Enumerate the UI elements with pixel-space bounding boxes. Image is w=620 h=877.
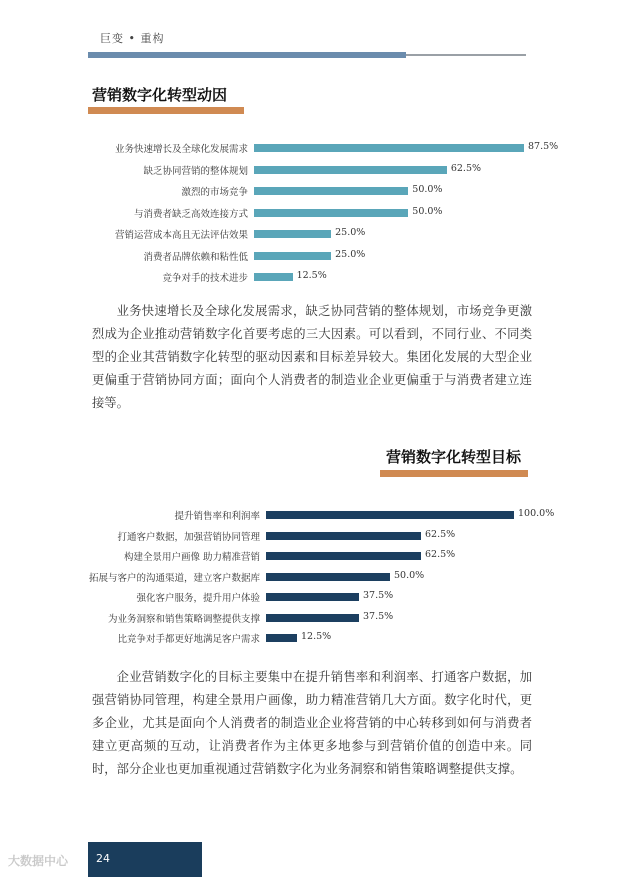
bar-label: 提升销售率和利润率 <box>174 511 260 522</box>
chart-row <box>60 249 584 263</box>
drivers-bar-chart <box>60 141 559 291</box>
bar <box>254 166 447 174</box>
chart-row <box>60 611 574 625</box>
bar <box>254 273 293 281</box>
bar-label: 消费者品牌依赖和粘性低 <box>143 251 248 263</box>
section2-title: 营销数字化转型目标 <box>386 448 522 466</box>
bar-label: 强化客户服务，提升用户体验 <box>136 593 260 604</box>
bar <box>266 634 297 642</box>
bar-label: 与消费者缺乏高效连接方式 <box>133 208 248 220</box>
header-rule-thin <box>406 54 526 56</box>
bar-label: 打通客户数据，加强营销协同管理 <box>117 531 260 543</box>
bar <box>254 252 331 260</box>
bar-value-label: 12.5% <box>301 631 332 642</box>
bar <box>266 614 359 622</box>
bar-value-label: 12.5% <box>296 270 327 281</box>
chart-row <box>60 270 584 284</box>
bar-value-label: 50.0% <box>412 205 443 217</box>
section1-accent-bar <box>88 107 244 114</box>
chart-row <box>60 508 574 522</box>
bar-label: 为业务洞察和销售策略调整提供支撑 <box>107 613 260 625</box>
running-header: 巨变 • 重构 <box>100 32 165 45</box>
bar-value-label: 62.5% <box>450 162 482 174</box>
bar-value-label: 25.0% <box>335 248 366 260</box>
bar-label: 缺乏协同营销的整体规划 <box>143 165 248 177</box>
chart-row <box>60 184 584 198</box>
chart-row <box>60 227 584 241</box>
section2-paragraph: 企业营销数字化的目标主要集中在提升销售率和利润率、打通客户数据，加强营销协同管理，构建全景用户画像，助力精准营销几大方面。数字化时代，更多企业，尤其是面向个人消费者的制造业企业将营销的中心转移到如何与消费者建立更高频的互动，让消费者作为主体更多地参与到营销价值的创造中来。同时，部分企业也更加重视通过营销数字化为业务洞察和销售策略调整提供支撑。 <box>92 670 532 776</box>
bar-value-label: 100.0% <box>518 508 555 519</box>
section2-accent-bar <box>380 470 528 477</box>
bar-label: 比竞争对手都更好地满足客户需求 <box>117 634 260 645</box>
chart-row <box>60 529 574 543</box>
bar-label: 业务快速增长及全球化发展需求 <box>114 144 248 155</box>
bar-value-label: 62.5% <box>425 528 456 540</box>
bar-value-label: 37.5% <box>363 610 394 622</box>
bar <box>254 230 331 238</box>
bar <box>254 144 524 152</box>
bar-value-label: 37.5% <box>363 590 394 601</box>
chart-row <box>60 570 574 584</box>
bar-label: 激烈的市场竞争 <box>181 187 248 198</box>
bar-value-label: 62.5% <box>425 549 456 560</box>
bar <box>266 532 421 540</box>
bar-label: 竞争对手的技术进步 <box>162 273 248 284</box>
section1-title: 营销数字化转型动因 <box>92 86 228 104</box>
bar <box>254 187 408 195</box>
chart-row <box>60 631 574 645</box>
goals-bar-chart <box>60 508 560 658</box>
bar <box>266 593 359 601</box>
bar-label: 营销运营成本高且无法评估效果 <box>114 230 248 241</box>
header-rule <box>88 52 406 58</box>
section1-paragraph: 业务快速增长及全球化发展需求，缺乏协同营销的整体规划，市场竞争更激烈成为企业推动营销数字化首要考虑的三大因素。可以看到，不同行业、不同类型的企业其营销数字化转型的驱动因素和目标差异较大。集团化发展的大型企业更偏重于营销协同方面；面向个人消费者的制造业企业更偏重于与消费者建立连接等。 <box>92 304 532 410</box>
chart-row <box>60 549 574 563</box>
chart-row <box>60 141 584 155</box>
bar-value-label: 25.0% <box>335 227 366 238</box>
bar <box>266 573 390 581</box>
bar-value-label: 87.5% <box>528 141 559 152</box>
bar-value-label: 50.0% <box>412 184 443 195</box>
bar-label: 拓展与客户的沟通渠道，建立客户数据库 <box>88 572 260 584</box>
bar-label: 构建全景用户画像 助力精准营销 <box>123 552 260 563</box>
bar <box>266 511 514 519</box>
page-number: 24 <box>96 852 110 865</box>
chart-row <box>60 206 584 220</box>
chart-row <box>60 590 574 604</box>
bar-value-label: 50.0% <box>394 569 425 581</box>
bar <box>254 209 408 217</box>
bar <box>266 552 421 560</box>
watermark-logo: 大数据中心 <box>8 854 69 868</box>
chart-row <box>60 163 584 177</box>
